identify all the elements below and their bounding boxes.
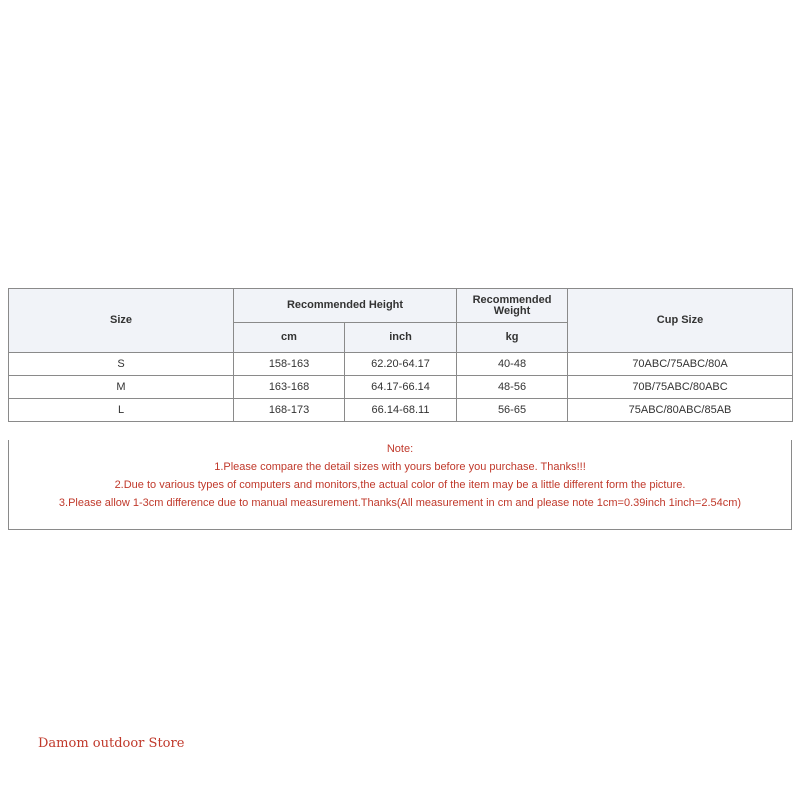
cell-cup: 70ABC/75ABC/80A bbox=[568, 353, 793, 376]
size-table bbox=[8, 288, 793, 422]
header-cm: cm bbox=[234, 323, 345, 353]
table-row bbox=[9, 376, 793, 399]
table-row bbox=[9, 353, 793, 376]
cell-cm: 163-168 bbox=[234, 376, 345, 399]
header-recommended-height: Recommended Height bbox=[234, 289, 457, 323]
notes-box bbox=[8, 440, 792, 530]
cell-inch: 66.14-68.11 bbox=[345, 399, 457, 422]
notes-title: Note: bbox=[386, 443, 414, 455]
cell-cup: 75ABC/80ABC/85AB bbox=[568, 399, 793, 422]
cell-cup: 70B/75ABC/80ABC bbox=[568, 376, 793, 399]
cell-cm: 158-163 bbox=[234, 353, 345, 376]
cell-kg: 48-56 bbox=[457, 376, 568, 399]
note-line-3: 3.Please allow 1-3cm difference due to manual measurement.Thanks(All measurement in cm and please note 1cm=0.39inch 1inch=2.54cm) bbox=[58, 497, 742, 509]
size-chart bbox=[8, 288, 792, 530]
table-row bbox=[9, 399, 793, 422]
cell-size: L bbox=[9, 399, 234, 422]
cell-kg: 56-65 bbox=[457, 399, 568, 422]
header-inch: inch bbox=[345, 323, 457, 353]
header-size: Size bbox=[9, 289, 234, 353]
cell-cm: 168-173 bbox=[234, 399, 345, 422]
header-cup-size: Cup Size bbox=[568, 289, 793, 353]
cell-kg: 40-48 bbox=[457, 353, 568, 376]
store-watermark: Damom outdoor Store bbox=[38, 736, 185, 751]
header-kg: kg bbox=[457, 323, 568, 353]
cell-size: S bbox=[9, 353, 234, 376]
cell-inch: 64.17-66.14 bbox=[345, 376, 457, 399]
note-line-2: 2.Due to various types of computers and monitors,the actual color of the item may be a little different form the picture. bbox=[114, 479, 686, 491]
cell-inch: 62.20-64.17 bbox=[345, 353, 457, 376]
header-recommended-weight: Recommended Weight bbox=[457, 289, 568, 323]
note-line-1: 1.Please compare the detail sizes with yours before you purchase. Thanks!!! bbox=[214, 461, 586, 473]
cell-size: M bbox=[9, 376, 234, 399]
